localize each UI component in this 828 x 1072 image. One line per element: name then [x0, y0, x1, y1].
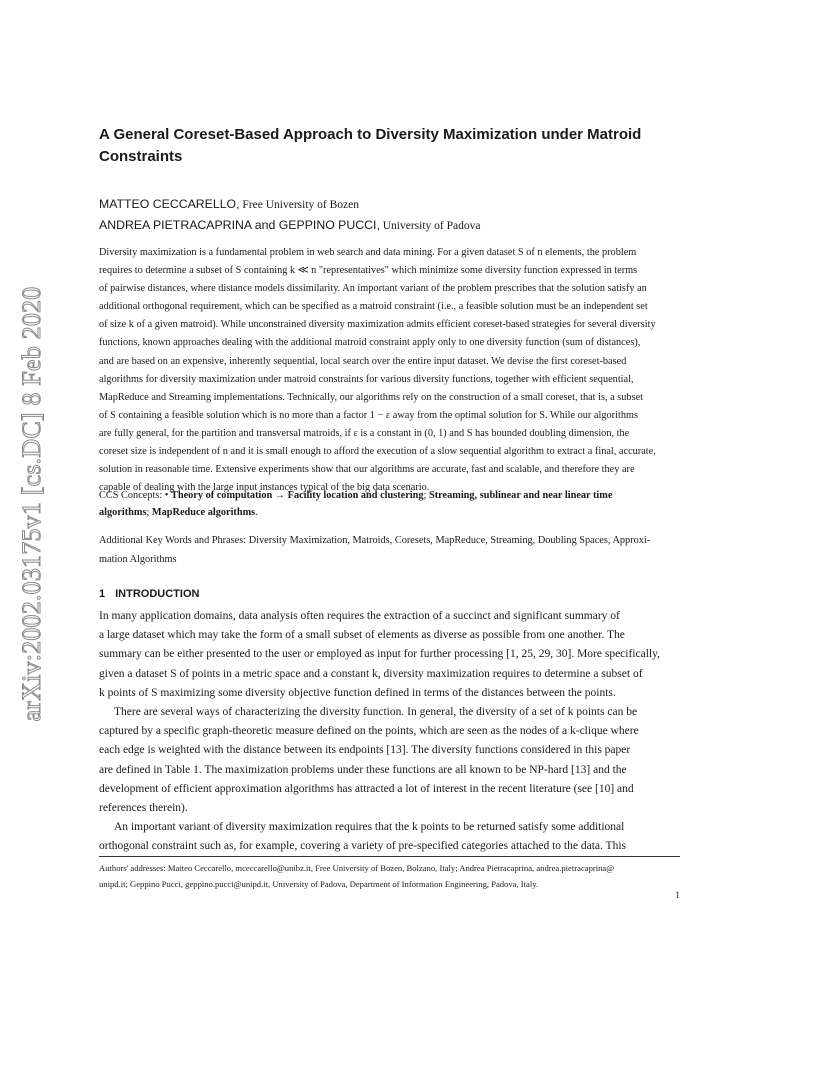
body-line: In many application domains, data analysis often requires the extraction of a succinct and significant summary of [99, 610, 620, 622]
abstract-line: capable of dealing with the large input instances typical of the big data scenario. [99, 482, 430, 494]
author-affiliation: Free University of Bozen [239, 199, 359, 211]
abstract-line: of pairwise distances, where distance models dissimilarity. An important variant of the problem prescribes that the solution satisfy an [99, 283, 647, 295]
arxiv-watermark [15, 262, 49, 746]
ccs-separator: ; [423, 490, 429, 501]
title-line: A General Coreset-Based Approach to Diversity Maximization under Matroid [99, 126, 642, 143]
abstract-line: of S containing a feasible solution which is no more than a factor 1 − ε away from the optimal solution for S. While our algorithms [99, 409, 638, 421]
body-line: a large dataset which may take the form of a small subset of elements as diverse as possible from one another. The [99, 629, 625, 642]
ccs-line [99, 487, 680, 504]
abstract-line: coreset size is independent of n and it is small enough to afford the execution of a slow sequential algorithm to extract a final, accurate, [99, 446, 656, 458]
abstract-line: of size k of a given matroid). While unconstrained diversity maximization admits efficient coreset-based strategies for several diversity [99, 319, 656, 331]
abstract [99, 244, 680, 497]
section-heading [99, 585, 680, 603]
body-line: captured by a specific graph-theoretic measure defined on the points, which are seen as the nodes of a k-clique where [99, 725, 639, 738]
ccs-separator: ; [146, 507, 152, 518]
ccs-term: MapReduce algorithms [151, 507, 256, 518]
author-line [99, 215, 739, 236]
keywords [99, 531, 680, 569]
author-names: MATTEO CECCARELLO, [99, 197, 240, 211]
ccs-term: algorithms [99, 507, 147, 518]
footnote-line: Authors' addresses: Matteo Ceccarello, mceccarello@unibz.it, Free University of Bozen, Bolzano, Italy; Andrea Pietracaprina, andrea.pietracaprina@ [99, 863, 615, 873]
author-affiliation: University of Padova [379, 220, 481, 232]
body-line: k points of S maximizing some diversity objective function defined in terms of the distances between the points. [99, 686, 616, 699]
paragraph [99, 818, 680, 856]
body-line: development of efficient approximation algorithms has attracted a lot of interest in the recent literature (see [10] and [99, 782, 634, 795]
abstract-line: and are based on an expensive, inherently sequential, local search over the entire input dataset. We devise the first coreset-based [99, 355, 627, 367]
footnote-rule [99, 856, 680, 857]
author-block [99, 194, 739, 236]
abstract-line: additional orthogonal requirement, which can be specified as a matroid constraint (i.e., a feasible solution must be an independent set [99, 301, 648, 313]
page-number: 1 [675, 891, 680, 901]
author-names: ANDREA PIETRACAPRINA and GEPPINO PUCCI, [99, 218, 380, 232]
keywords-line: Additional Key Words and Phrases: Diversity Maximization, Matroids, Coresets, MapReduce, Streaming, Doubling Spaces, Approxi- [99, 535, 651, 546]
introduction-section [99, 585, 680, 857]
ccs-term: Streaming, sublinear and near linear time [428, 490, 613, 501]
paragraph [99, 703, 680, 818]
body-line: An important variant of diversity maximization requires that the k points to be returned satisfy some additional [114, 821, 625, 834]
abstract-line: solution in reasonable time. Extensive experiments show that our algorithms are accurate, fast and scalable, and therefore they are [99, 464, 635, 476]
body-line: are defined in Table 1. The maximization problems under these functions are all known to be NP-hard [13] and the [99, 763, 627, 776]
ccs-end: . [255, 507, 258, 518]
abstract-line: requires to determine a subset of S containing k ≪ n "representatives" which minimize some diversity function expressed in terms [99, 265, 638, 277]
abstract-line: functions, known approaches dealing with the additional matroid constraint apply only to one diversity function (sum of distances), [99, 337, 641, 349]
body-line: given a dataset S of points in a metric space and a constant k, diversity maximization requires to determine a subset of [99, 667, 643, 680]
ccs-term: Theory of computation → Facility location and clustering [170, 490, 424, 501]
abstract-line: algorithms for diversity maximization under matroid constraints for various diversity functions, together with efficient sequential, [99, 373, 634, 385]
section-number: 1 [99, 588, 106, 600]
abstract-line: MapReduce and Streaming implementations. Technically, our algorithms rely on the construction of a small coreset, that is, a subset [99, 391, 644, 403]
author-line [99, 194, 739, 215]
body-line: orthogonal constraint such as, for example, covering a variety of pre-specified categories attached to the data. This [99, 840, 626, 853]
ccs-line [99, 504, 680, 521]
paper-title [99, 124, 699, 168]
body-line: summary can be either presented to the user or employed as input for further processing [1, 25, 29, 30]. More specifically, [99, 648, 660, 661]
title-line: Constraints [99, 148, 183, 165]
abstract-line: are fully general, for the partition and transversal matroids, if ε is a constant in (0, 1) and S has bounded doubling dimension, the [99, 427, 630, 439]
body-line: There are several ways of characterizing the diversity function. In general, the diversity of a set of k points can be [114, 706, 638, 719]
body-line: each edge is weighted with the distance between its endpoints [13]. The diversity functions considered in this paper [99, 744, 631, 757]
paragraph [99, 607, 680, 703]
ccs-prefix: CCS Concepts: • [99, 490, 171, 501]
abstract-line: Diversity maximization is a fundamental problem in web search and data mining. For a given dataset S of n elements, the problem [99, 247, 637, 258]
section-title: INTRODUCTION [115, 588, 200, 600]
footnote-line: unipd.it; Geppino Pucci, geppino.pucci@unipd.it, University of Padova, Department of Information Engineering, Padova, Italy. [99, 878, 539, 889]
arxiv-identifier: arXiv:2002.03175v1 [cs.DC] 8 Feb 2020 [17, 286, 46, 722]
authors-addresses-footnote [99, 861, 680, 892]
keywords-line: mation Algorithms [99, 554, 177, 565]
body-line: references therein). [99, 802, 188, 815]
ccs-concepts [99, 487, 680, 521]
